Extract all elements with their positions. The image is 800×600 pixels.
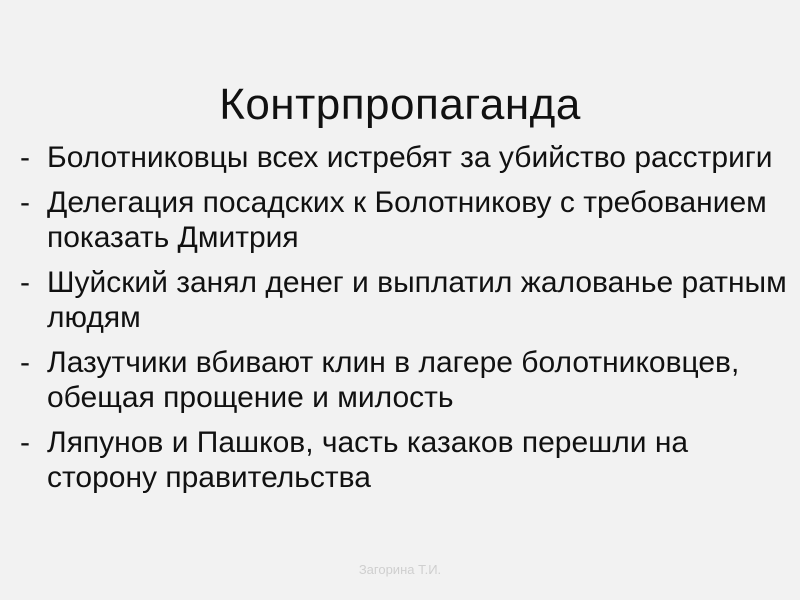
bullet-item [20,345,790,415]
bullet-marker: - [20,426,30,459]
bullet-marker: - [20,186,30,219]
bullet-item [20,185,790,255]
bullet-item [20,140,790,175]
bullet-marker: - [20,141,30,174]
bullet-text: Лазутчики вбивают клин в лагере болотниковцев, обещая прощение и милость [47,346,740,414]
bullet-item [20,265,790,335]
bullet-list [20,140,790,505]
bullet-item [20,425,790,495]
bullet-text: Ляпунов и Пашков, часть казаков перешли на сторону правительства [47,426,689,494]
slide-title: Контрпропаганда [219,80,581,130]
bullet-text: Шуйский занял денег и выплатил жалованье ратным людям [47,266,787,334]
bullet-marker: - [20,266,30,299]
bullet-text: Делегация посадских к Болотникову с требованием показать Дмитрия [47,186,767,254]
author-watermark: Загорина Т.И. [358,562,442,577]
bullet-text: Болотниковцы всех истребят за убийство расстриги [47,141,773,174]
bullet-marker: - [20,346,30,379]
